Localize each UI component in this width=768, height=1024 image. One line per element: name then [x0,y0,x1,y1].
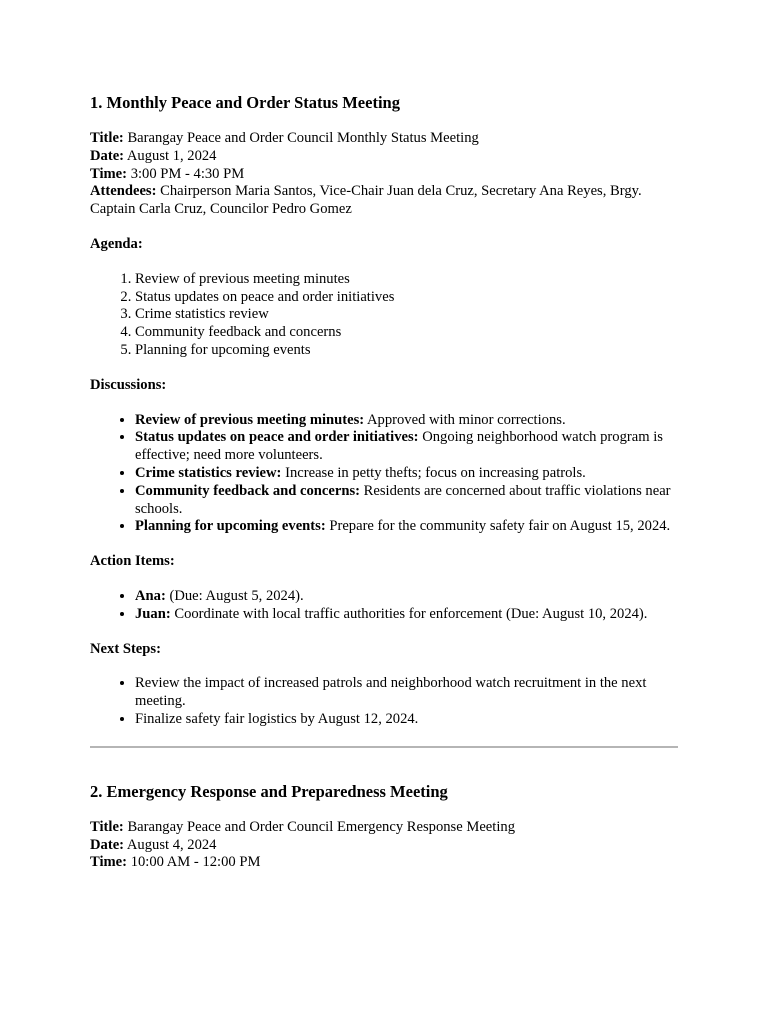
next-steps-heading: Next Steps: [90,640,161,657]
item-label: Status updates on peace and order initiatives: [135,429,419,446]
time-label: Time: [90,854,128,871]
list-item [135,588,678,606]
meeting-1-attendees-line [90,183,678,219]
list-item [135,465,678,483]
item-label: Review of previous meeting minutes: [135,411,365,428]
item-label: Juan: [135,605,171,622]
section-divider [90,746,678,748]
time-value: 3:00 PM - 4:30 PM [130,165,245,182]
item-text: Ongoing neighborhood watch program is effective; need more volunteers. [135,429,663,464]
item-text: Prepare for the community safety fair on August 15, 2024. [329,518,671,535]
item-label: Ana: [135,587,166,604]
meeting-2-heading: 2. Emergency Response and Preparedness Meeting [90,781,448,801]
meeting-2-details [90,819,678,872]
meeting-2-title-line [90,819,678,837]
item-text: Approved with minor corrections. [367,411,566,428]
list-item [135,483,678,519]
discussions-heading: Discussions: [90,376,167,393]
attendees-value: Chairperson Maria Santos, Vice-Chair Juan dela Cruz, Secretary Ana Reyes, Brgy. Captain Carla Cruz, Councilor Pedro Gomez [90,183,642,218]
list-item: • Finalize safety fair logistics by August 12, 2024. [135,711,678,729]
agenda-heading: Agenda: [90,235,143,252]
attendees-label: Attendees: [90,183,157,200]
list-item: 3. Crime statistics review [135,306,678,324]
action-items-heading: Action Items: [90,553,175,570]
title-value: Barangay Peace and Order Council Monthly Status Meeting [127,130,479,146]
item-text: Coordinate with local traffic authorities for enforcement (Due: August 10, 2024). [174,605,648,622]
item-text: Increase in petty thefts; focus on increasing patrols. [285,464,586,481]
meeting-1-title-line [90,130,678,148]
meeting-1-date-line [90,148,678,166]
title-label: Title: [90,130,124,146]
item-label: Planning for upcoming events: [135,518,326,535]
item-text: Residents are concerned about traffic violations near schools. [135,482,671,517]
meeting-1-heading: 1. Monthly Peace and Order Status Meeting [90,93,400,112]
list-item [135,429,678,465]
date-value: August 1, 2024 [126,147,217,164]
list-item: 1. Review of previous meeting minutes [135,271,678,289]
title-value: Barangay Peace and Order Council Emergency Response Meeting [127,818,515,835]
item-label: Crime statistics review: [135,464,282,481]
action-items-list [90,588,678,624]
list-item: 5. Planning for upcoming events [135,342,678,360]
meeting-1-time-line [90,166,678,184]
discussions-list [90,412,678,537]
date-label: Date: [90,836,125,853]
list-item: 4. Community feedback and concerns [135,324,678,342]
agenda-list [90,271,678,360]
item-text: (Due: August 5, 2024). [169,587,304,604]
next-steps-list [90,675,678,728]
time-label: Time: [90,165,128,182]
meeting-2-date-line [90,837,678,855]
meeting-1-details [90,130,678,219]
list-item [135,518,678,536]
title-label: Title: [90,818,124,835]
date-value: August 4, 2024 [126,836,217,853]
time-value: 10:00 AM - 12:00 PM [130,854,261,871]
list-item [135,412,678,430]
list-item: • Review the impact of increased patrols and neighborhood watch recruitment in the next meeting. [135,675,678,711]
meeting-2-time-line [90,854,678,872]
list-item: 2. Status updates on peace and order initiatives [135,289,678,307]
date-label: Date: [90,147,125,164]
list-item [135,606,678,624]
item-label: Community feedback and concerns: [135,482,360,499]
